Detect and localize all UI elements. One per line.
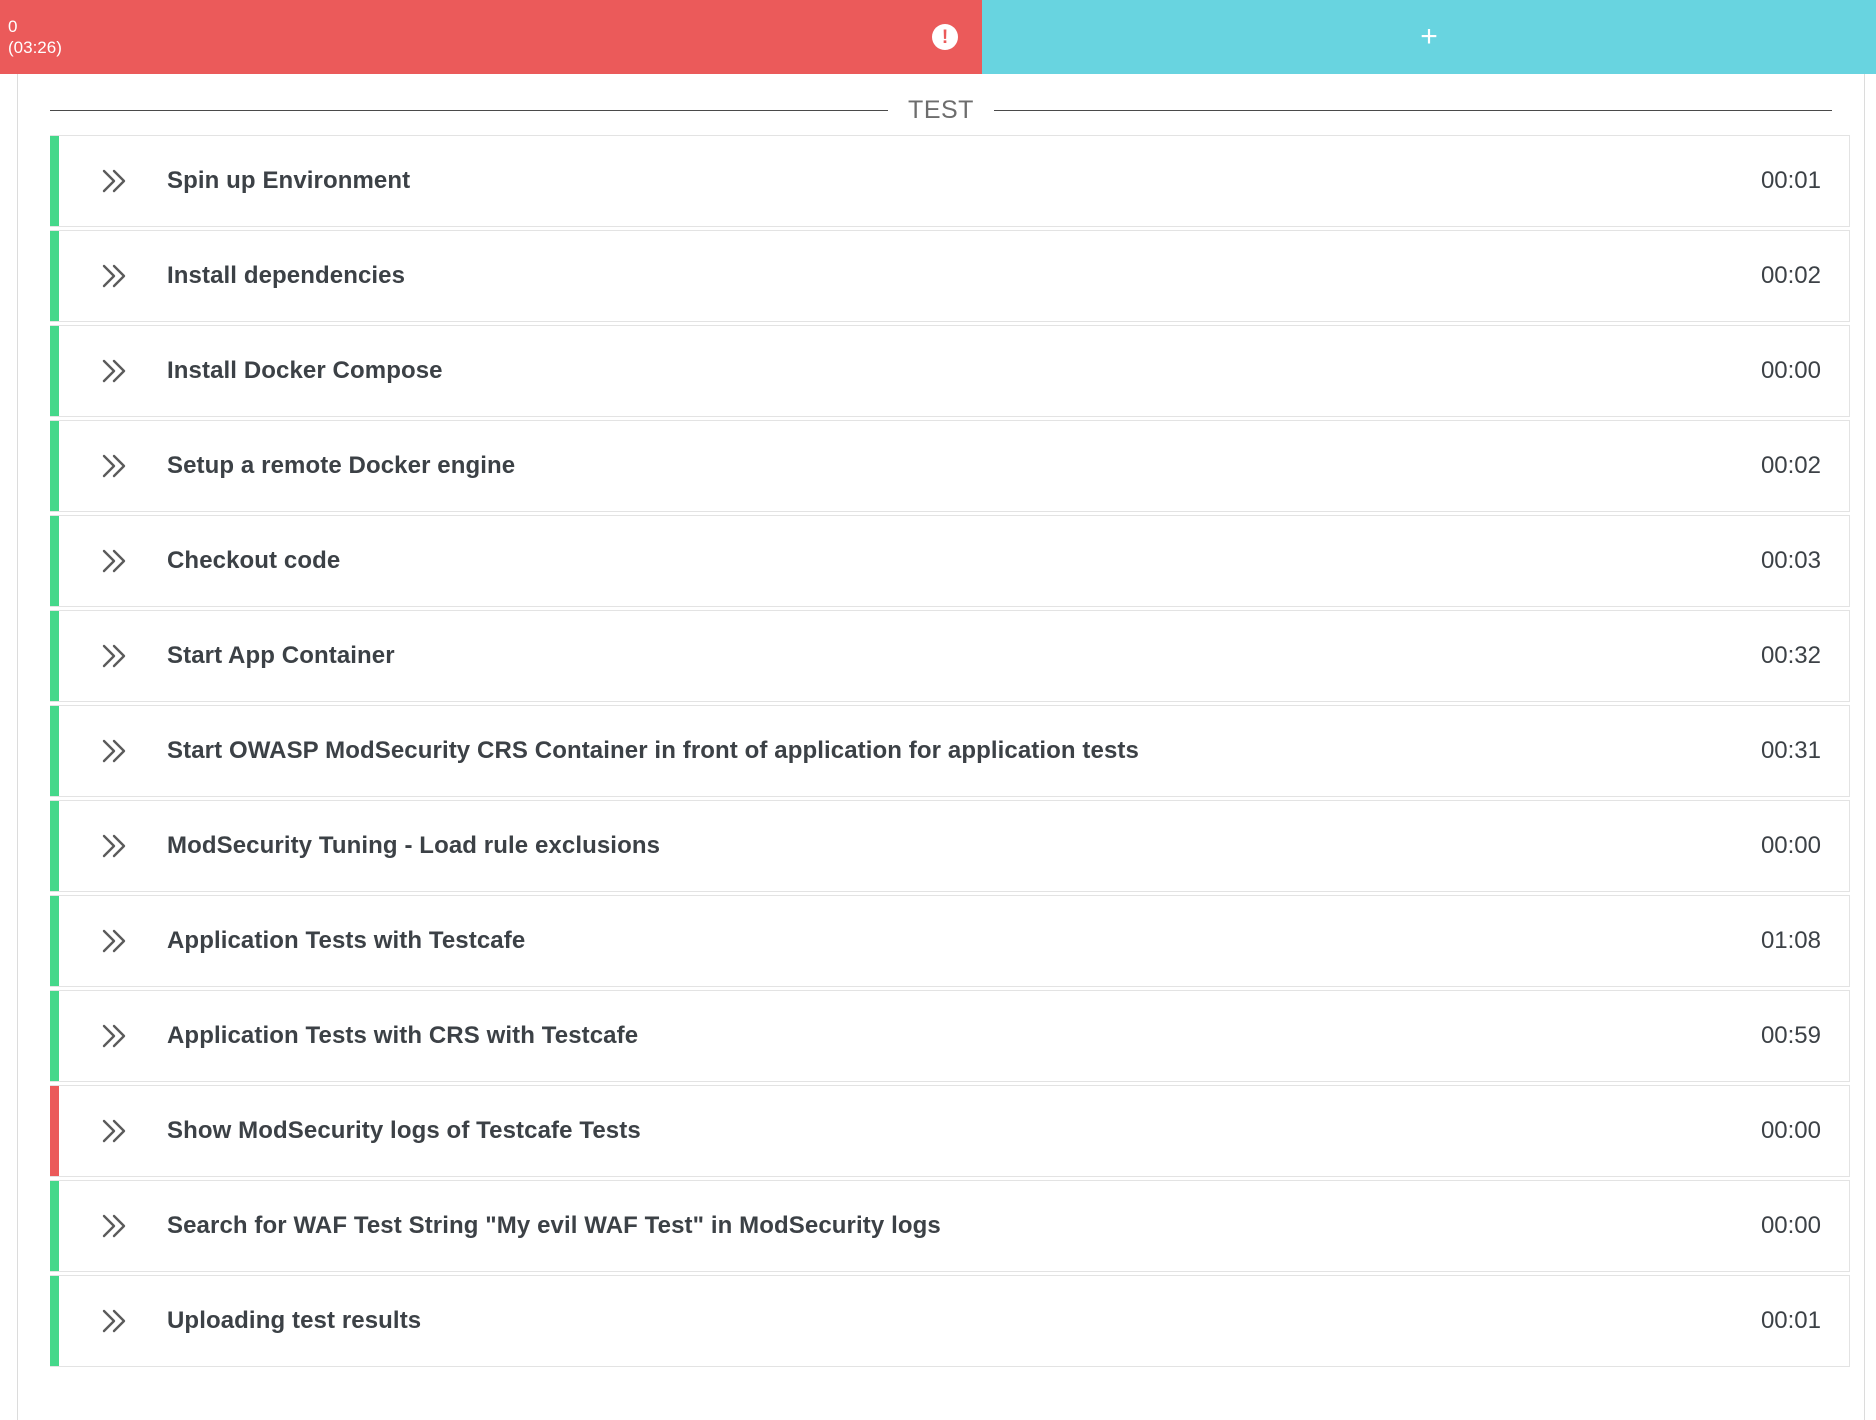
status-indicator-success [50,706,59,796]
double-chevron-right-icon[interactable] [87,738,143,764]
status-indicator-success [50,801,59,891]
status-indicator-success [50,896,59,986]
stage-row[interactable] [50,990,1850,1082]
status-indicator-success [50,1276,59,1366]
panel-left-divider [17,74,18,1420]
stage-row[interactable] [50,230,1850,322]
stage-duration: 01:08 [1760,927,1821,954]
section-rule-right [994,110,1832,111]
double-chevron-right-icon[interactable] [87,168,143,194]
stage-name: Setup a remote Docker engine [167,452,516,479]
double-chevron-right-icon[interactable] [87,358,143,384]
top-bar [0,0,1876,74]
stage-row[interactable] [50,515,1850,607]
plus-icon: + [1420,20,1438,53]
stage-panel [0,74,1876,1420]
panel-right-divider [1864,74,1865,1420]
double-chevron-right-icon[interactable] [87,1118,143,1144]
stage-row[interactable] [50,1085,1850,1177]
build-status-banner[interactable] [0,0,982,74]
status-indicator-success [50,1181,59,1271]
stage-duration: 00:02 [1760,452,1821,479]
status-indicator-success [50,136,59,226]
stage-row[interactable] [50,1180,1850,1272]
status-indicator-success [50,231,59,321]
stage-row[interactable] [50,325,1850,417]
double-chevron-right-icon[interactable] [87,263,143,289]
status-indicator-failed [50,1086,59,1176]
double-chevron-right-icon[interactable] [87,643,143,669]
double-chevron-right-icon[interactable] [87,833,143,859]
stage-duration: 00:32 [1760,642,1821,669]
stage-name: Spin up Environment [167,167,411,194]
stage-name: Show ModSecurity logs of Testcafe Tests [167,1117,641,1144]
stage-name: Start OWASP ModSecurity CRS Container in front of application for application tests [167,737,1139,764]
stage-name: Uploading test results [167,1307,422,1334]
status-indicator-success [50,611,59,701]
stage-row[interactable] [50,420,1850,512]
stage-duration: 00:01 [1760,167,1821,194]
status-indicator-success [50,326,59,416]
stage-row[interactable] [50,610,1850,702]
stage-row[interactable] [50,705,1850,797]
double-chevron-right-icon[interactable] [87,548,143,574]
stage-duration: 00:00 [1760,832,1821,859]
double-chevron-right-icon[interactable] [87,1308,143,1334]
stage-row[interactable] [50,895,1850,987]
stage-duration: 00:00 [1760,1212,1821,1239]
section-rule-left [50,110,888,111]
stage-name: Start App Container [167,642,395,669]
stage-name: Application Tests with CRS with Testcafe [167,1022,639,1049]
stage-duration: 00:00 [1760,357,1821,384]
stage-row[interactable] [50,1275,1850,1367]
section-header [0,74,1876,135]
status-indicator-success [50,516,59,606]
stage-duration: 00:31 [1760,737,1821,764]
build-number: 0 [8,17,18,36]
double-chevron-right-icon[interactable] [87,453,143,479]
double-chevron-right-icon[interactable] [87,928,143,954]
double-chevron-right-icon[interactable] [87,1213,143,1239]
stage-duration: 00:00 [1760,1117,1821,1144]
exclamation-icon: ! [932,24,958,50]
stage-row[interactable] [50,135,1850,227]
section-title: TEST [908,96,974,124]
double-chevron-right-icon[interactable] [87,1023,143,1049]
stage-duration: 00:03 [1760,547,1821,574]
build-duration: (03:26) [8,38,62,57]
stage-name: Application Tests with Testcafe [167,927,526,954]
stage-name: Install Docker Compose [167,357,443,384]
stage-name: ModSecurity Tuning - Load rule exclusions [167,832,661,859]
status-indicator-success [50,421,59,511]
stage-name: Search for WAF Test String "My evil WAF Test" in ModSecurity logs [167,1212,941,1239]
add-build-button[interactable] [982,0,1876,74]
stage-duration: 00:01 [1760,1307,1821,1334]
stage-name: Install dependencies [167,262,406,289]
stage-list [0,135,1876,1367]
stage-duration: 00:59 [1760,1022,1821,1049]
status-indicator-success [50,991,59,1081]
stage-name: Checkout code [167,547,341,574]
stage-duration: 00:02 [1760,262,1821,289]
stage-row[interactable] [50,800,1850,892]
